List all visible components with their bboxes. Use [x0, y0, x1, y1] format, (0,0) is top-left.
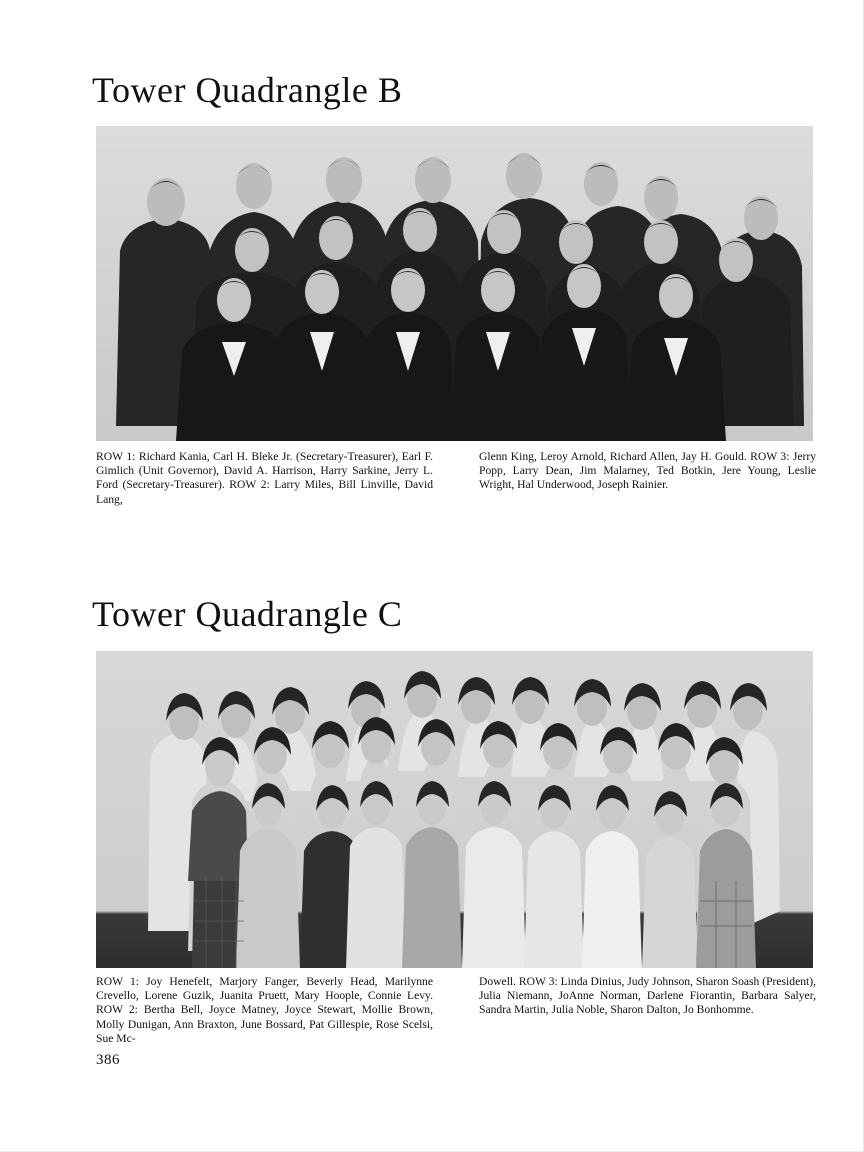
- group-photo-men-icon: [96, 126, 813, 441]
- group-photo-women-icon: [96, 651, 813, 968]
- caption-quadrangle-c-left: ROW 1: Joy Henefelt, Marjory Fanger, Beverly Head, Marilynne Crevello, Lorene Guzik, Juanita Pruett, Mary Hoople, Connie Levy. ROW 2: Bertha Bell, Joyce Matney, Joyce Stewart, Mollie Brown, Molly Dunigan, Ann Braxton, June Bossard, Pat Gillespie, Rose Scelsi, Sue Mc-: [96, 975, 433, 1045]
- caption-quadrangle-b-right: Glenn King, Leroy Arnold, Richard Allen, Jay H. Gould. ROW 3: Jerry Popp, Larry Dean, Jim Malarney, Ted Botkin, Jere Young, Leslie Wright, Hal Underwood, Joseph Rainier.: [479, 450, 816, 492]
- section-title-quadrangle-b: Tower Quadrangle B: [92, 70, 403, 110]
- caption-quadrangle-c-right: Dowell. ROW 3: Linda Dinius, Judy Johnson, Sharon Soash (President), Julia Niemann, JoAnne Norman, Darlene Fiorantin, Barbara Salyer, Sandra Martin, Julia Noble, Sharon Dalton, Jo Bonhomme.: [479, 975, 816, 1017]
- caption-quadrangle-b-left: ROW 1: Richard Kania, Carl H. Bleke Jr. (Secretary-Treasurer), Earl F. Gimlich (Unit Governor), David A. Harrison, Harry Sarkine, Jerry L. Ford (Secretary-Treasurer). ROW 2: Larry Miles, Bill Linville, David Lang,: [96, 450, 433, 506]
- page-number: 386: [96, 1052, 120, 1068]
- section-title-quadrangle-c: Tower Quadrangle C: [92, 594, 403, 634]
- group-photo-quadrangle-b: [96, 126, 813, 441]
- group-photo-quadrangle-c: [96, 651, 813, 968]
